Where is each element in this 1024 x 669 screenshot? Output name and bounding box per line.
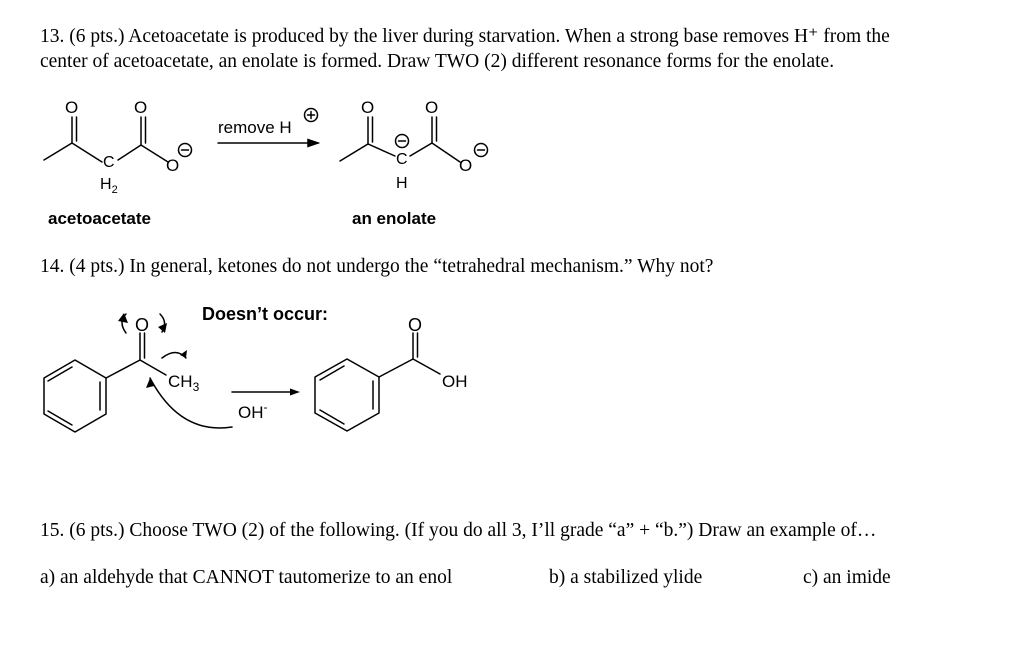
benzene-ring-right <box>315 359 379 431</box>
benzene-ring-left <box>44 360 106 432</box>
option-c: c) an imide <box>803 567 891 588</box>
question-14: 14. (4 pts.) In general, ketones do not undergo the “tetrahedral mechanism.” Why not? <box>40 256 714 277</box>
carbonyl-oxygen-label: O <box>65 98 79 117</box>
reagent-label: remove H <box>218 118 292 137</box>
carbonyl-oxygen-label: O <box>135 315 150 335</box>
doesnt-occur-heading: Doesn’t occur: <box>202 304 329 324</box>
carboxylate-oxygen-label: O <box>459 156 473 175</box>
carboxylate-oxygen-label: O <box>166 156 180 175</box>
h2-label: $H_2$ <box>100 176 118 196</box>
option-a: a) an aldehyde that CANNOT tautomerize to an enol <box>40 567 453 588</box>
carbanion-carbon-label: C <box>396 151 408 168</box>
option-b: b) a stabilized ylide <box>549 567 703 588</box>
acetoacetate-caption: acetoacetate <box>48 209 152 228</box>
carbonyl-oxygen-label: O <box>361 98 375 117</box>
question-13-line-2: center of acetoacetate, an enolate is formed. Draw TWO (2) different resonance forms for the enolate. <box>40 51 835 72</box>
carbonyl-oxygen-label: O <box>134 98 148 117</box>
question-13-line-1: 13. (6 pts.) Acetoacetate is produced by the liver during starvation. When a strong base removes H⁺ from the <box>40 26 890 47</box>
acid-carbonyl-oxygen-label: O <box>408 315 423 335</box>
enolate-caption: an enolate <box>352 209 437 228</box>
acid-hydroxyl-label: OH <box>442 372 468 391</box>
h-label: H <box>396 175 408 192</box>
question-15: 15. (6 pts.) Choose TWO (2) of the following. (If you do all 3, I’ll grade “a” + “b.”) Draw an example of… <box>40 520 877 541</box>
methylene-carbon-label: C <box>103 154 115 171</box>
carbonyl-oxygen-label: O <box>425 98 439 117</box>
hydroxide-label: OH- <box>238 400 268 422</box>
methyl-label: $CH_3$ <box>168 372 200 394</box>
